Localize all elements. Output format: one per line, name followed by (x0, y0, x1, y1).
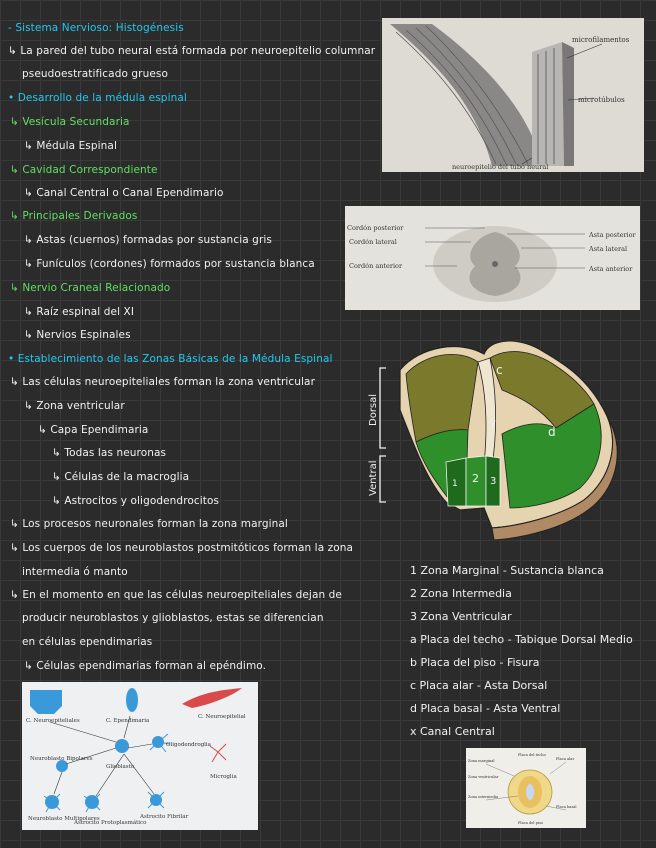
section-heading: • Establecimiento de las Zonas Básicas de la Médula Espinal (8, 353, 333, 365)
fig3-label: Astrocito Fibrilar (140, 814, 189, 820)
fig3-label: Microglia (210, 774, 237, 780)
cell-lineage-figure (22, 682, 258, 830)
note-line: ↳ En el momento en que las células neuroepiteliales dejan de (10, 589, 342, 601)
neural-tube-diagram (360, 330, 650, 545)
note-line: ↳ Astas (cuernos) formadas por sustancia gris (24, 234, 272, 246)
note-line: ↳ Capa Ependimaria (38, 424, 149, 436)
subheading: ↳ Cavidad Correspondiente (10, 164, 158, 176)
fig2-label: Cordón posterior (347, 224, 404, 232)
fig1-label: microfilamentos (572, 36, 630, 44)
fig4-label: Zona ventricular (468, 775, 499, 779)
legend-item: d Placa basal - Asta Ventral (410, 702, 561, 715)
fig1-label: neuroepitelio del tubo neural (452, 163, 549, 171)
fig4-label: Placa del piso (518, 821, 544, 825)
fig3-label: C. Neuroepitelial (198, 714, 246, 720)
side-label-ventral: Ventral (368, 460, 379, 496)
region-label-d: d (548, 425, 556, 439)
note-line: ↳ Funículos (cordones) formados por sustancia blanca (24, 258, 315, 270)
fig2-label: Asta posterior (589, 231, 636, 239)
note-line: ↳ Células ependimarias forman al epéndimo. (24, 660, 267, 672)
legend-item: x Canal Central (410, 725, 495, 738)
legend-item: b Placa del piso - Fisura (410, 656, 540, 669)
fig3-label: C. Ependimaria (106, 718, 150, 724)
note-line: producir neuroblastos y glioblastos, estas se diferencian (22, 612, 324, 624)
spinal-zones-figure (466, 748, 586, 828)
fig3-label: Neuroblasto Bipolares (30, 756, 93, 762)
region-label-y: y (490, 418, 496, 429)
note-line: ↳ Nervios Espinales (24, 329, 131, 341)
fig4-label: Placa basal (556, 805, 577, 809)
page-title: - Sistema Nervioso: Histogénesis (8, 22, 184, 34)
note-line: ↳ Raíz espinal del XI (24, 306, 135, 318)
note-line: ↳ Canal Central o Canal Ependimario (24, 187, 224, 199)
note-line: ↳ La pared del tubo neural está formada por neuroepitelio columnar (8, 45, 376, 57)
fig3-label: C. Neuroepiteliales (26, 718, 80, 724)
note-line: pseudoestratificado grueso (22, 68, 169, 80)
subheading: ↳ Vesícula Secundaria (10, 116, 130, 128)
fig2-label: Asta lateral (589, 245, 628, 253)
note-line: ↳ Los procesos neuronales forman la zona marginal (10, 518, 288, 530)
fig2-label: Asta anterior (589, 265, 633, 273)
fig1-label: microtúbulos (578, 96, 625, 104)
spinal-cord-section-figure (345, 206, 640, 310)
note-line: ↳ Médula Espinal (24, 140, 117, 152)
note-line: en células ependimarias (22, 636, 153, 648)
fig3-label: Glioblasto (106, 764, 135, 770)
note-line: ↳ Astrocitos y oligodendrocitos (52, 495, 220, 507)
fig2-label: Cordón lateral (349, 238, 397, 246)
fig2-label: Cordón anterior (349, 262, 403, 270)
legend-item: c Placa alar - Asta Dorsal (410, 679, 548, 692)
note-line: ↳ Todas las neuronas (52, 447, 167, 459)
legend-item: 2 Zona Intermedia (410, 587, 512, 600)
region-label-3: 3 (490, 476, 497, 487)
fig4-label: Placa del techo (518, 753, 546, 757)
note-line: intermedia ó manto (22, 566, 128, 578)
fig3-label: Oligodendroglia (166, 742, 211, 748)
note-line: ↳ Los cuerpos de los neuroblastos postmitóticos forman la zona (10, 542, 354, 554)
fig4-label: Zona marginal (468, 759, 495, 763)
region-label-1: 1 (452, 479, 458, 489)
region-label-2: 2 (472, 472, 479, 485)
fig4-label: Placa alar (556, 757, 575, 761)
note-line: ↳ Las células neuroepiteliales forman la zona ventricular (10, 376, 315, 388)
note-line: ↳ Células de la macroglia (52, 471, 190, 483)
subheading: ↳ Nervio Craneal Relacionado (10, 282, 171, 294)
legend-item: 3 Zona Ventricular (410, 610, 512, 623)
neuroepithelium-figure (382, 18, 644, 172)
subheading: ↳ Principales Derivados (10, 210, 138, 222)
note-line: ↳ Zona ventricular (24, 400, 125, 412)
section-heading: • Desarrollo de la médula espinal (8, 92, 187, 104)
fig3-label: Astrocito Protoplasmático (74, 820, 147, 826)
fig3-label: Neuroblasto Multipolares (28, 816, 100, 822)
legend-item: a Placa del techo - Tabique Dorsal Medio (410, 633, 633, 646)
fig4-label: Zona intermedia (468, 795, 499, 799)
region-label-c: c (496, 363, 503, 377)
legend-item: 1 Zona Marginal - Sustancia blanca (410, 564, 604, 577)
side-label-dorsal: Dorsal (368, 393, 379, 426)
